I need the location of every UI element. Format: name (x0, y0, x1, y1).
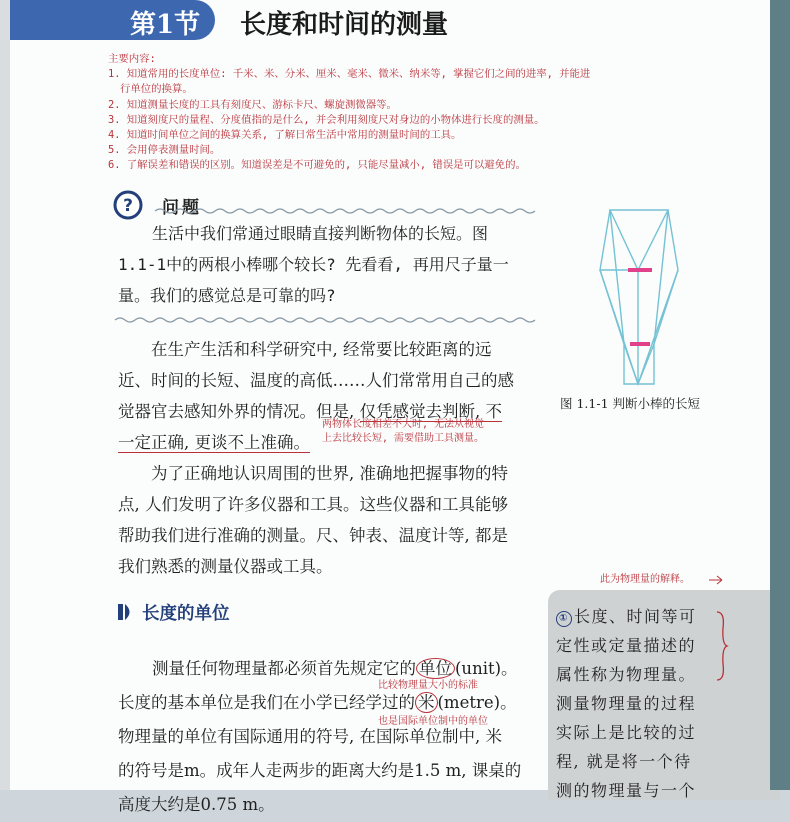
body-line: 我们熟悉的测量仪器或工具。 (118, 557, 333, 576)
body-line: 测量任何物理量都必须首先规定它的 (152, 659, 416, 678)
margin-note-text (556, 602, 731, 805)
annotation-metre: 也是国际单位制中的单位 (378, 716, 488, 727)
notes-item: 行单位的换算。 (120, 83, 193, 96)
body-line: (metre)。 (437, 693, 517, 712)
underlined-text: 仅凭感觉去判断, 不 (359, 402, 502, 421)
body-line: (unit)。 (455, 659, 518, 678)
margin-note-line: 属性称为物理量。 (556, 665, 697, 684)
question-line: 量。我们的感觉总是可靠的吗? (118, 286, 336, 305)
body-line: 物理量的单位有国际通用的符号, 在国际单位制中, 米 (118, 727, 502, 746)
notes-item: 2. 知道测量长度的工具有刻度尺、游标卡尺、螺旋测微器等。 (108, 98, 397, 111)
notes-item: 3. 知道刻度尺的量程、分度值指的是什么, 并会利用刻度尺对身边的小物体进行长度的测量。 (108, 113, 545, 126)
notes-item: 1. 知道常用的长度单位: 千米、米、分米、厘米、毫米、微米、纳米等, 掌握它们之间的进率, 并能进 (108, 68, 591, 81)
section-label: 第1节 (130, 10, 201, 40)
body-line: 点, 人们发明了许多仪器和工具。这些仪器和工具能够 (118, 495, 508, 514)
arrow-icon (708, 573, 726, 587)
margin-note-line: 测的物理量与一个 (556, 781, 697, 800)
question-line: 生活中我们常通过眼睛直接判断物体的长短。图 (152, 224, 489, 243)
page-left-edge (0, 0, 10, 790)
notes-item: 5. 会用停表测量时间。 (108, 144, 221, 157)
body-line: 觉器官去感知外界的情况。但是, (118, 402, 360, 421)
body-line: 长度的基本单位是我们在小学已经学过的 (118, 693, 415, 712)
margin-note-line: 测量物理量的过程 (556, 694, 697, 713)
circled-term-unit: 单位 (416, 658, 455, 679)
question-title: 问题 (162, 198, 202, 218)
margin-note-line: 长度、时间等可 (574, 607, 697, 626)
question-line: 1.1-1中的两根小棒哪个较长? 先看看, 再用尺子量一 (118, 255, 509, 274)
page-title: 长度和时间的测量 (240, 10, 449, 40)
svg-text:?: ? (123, 196, 133, 216)
section-heading: 长度的单位 (142, 604, 230, 624)
body-line: 在生产生活和科学研究中, 经常要比较距离的远 (151, 340, 492, 359)
annotation-line: 上去比较长短, 需要借助工具测量。 (322, 433, 485, 444)
wavy-divider (115, 207, 535, 215)
body-line: 的符号是m。成年人走两步的距离大约是1.5 m, 课桌的 (118, 761, 522, 780)
note-marker-icon: ① (556, 611, 572, 627)
handwritten-bracket (715, 610, 729, 682)
body-line: 近、时间的长短、温度的高低……人们常常用自己的感 (118, 371, 514, 390)
annotation-unit: 比较物理量大小的标准 (378, 680, 478, 691)
body-line: 为了正确地认识周围的世界, 准确地把握事物的特 (151, 464, 508, 483)
body-line: 高度大约是0.75 m。 (118, 795, 275, 814)
margin-note-line: 实际上是比较的过 (556, 723, 697, 742)
handwritten-annotation (322, 418, 484, 446)
body-line: 帮助我们进行准确的测量。尺、钟表、温度计等, 都是 (118, 526, 508, 545)
section-marker-icon (118, 603, 134, 621)
stick-illustration (598, 208, 680, 388)
textbook-page (10, 0, 770, 814)
notes-heading: 主要内容: (108, 53, 156, 65)
page-right-edge (770, 0, 790, 790)
question-text (118, 218, 509, 311)
notes-item: 6. 了解误差和错误的区别。知道误差是不可避免的, 只能尽量减小, 错误是可以避免的。 (108, 159, 526, 172)
wavy-divider (115, 316, 545, 324)
margin-note-line: 程, 就是将一个待 (556, 752, 692, 771)
notes-item: 4. 知道时间单位之间的换算关系, 了解日常生活中常用的测量时间的工具。 (108, 129, 462, 142)
margin-note-line: 定性或定量描述的 (556, 636, 697, 655)
circled-term-metre: 米 (415, 692, 438, 713)
body-paragraph-2 (118, 458, 508, 582)
side-annotation: 此为物理量的解释。 (600, 574, 690, 585)
annotation-line: 两物体长度相差不大时, 无法从视觉 (322, 419, 485, 430)
handwritten-notes (108, 52, 728, 174)
figure-caption: 图 1.1-1 判断小棒的长短 (560, 396, 701, 411)
underlined-text: 一定正确, 更谈不上准确。 (118, 433, 310, 452)
question-icon (113, 190, 143, 220)
